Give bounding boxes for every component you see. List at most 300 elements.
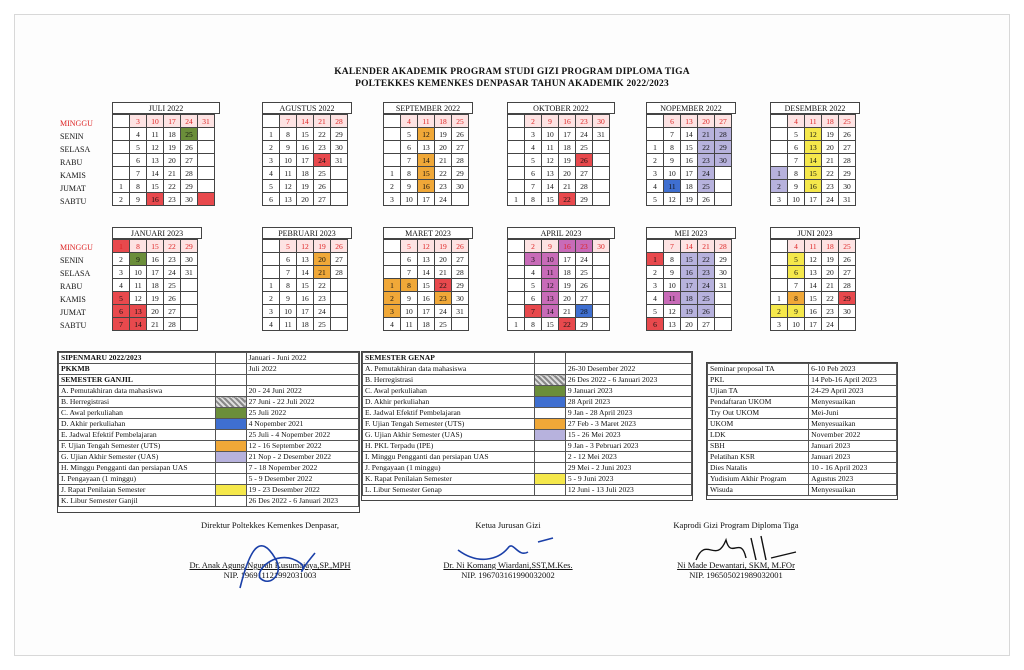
day-cell: 10 [664,167,681,180]
day-cell: 1 [508,318,525,331]
day-cell [508,154,525,167]
day-cell: 25 [698,292,715,305]
day-cell: 22 [698,141,715,154]
day-cell: 30 [715,266,732,279]
day-cell: 21 [435,266,452,279]
table-row [59,408,359,419]
legend-swatch [534,375,565,386]
day-cell: 9 [401,180,418,193]
row-value: 26 Des 2022 - 6 Januari 2023 [246,496,358,507]
row-value: 27 Juni - 22 Juli 2022 [246,397,358,408]
month-name: OKTOBER 2022 [507,102,615,114]
day-cell: 30 [452,180,469,193]
day-cell: 28 [839,279,856,292]
day-cell: 29 [181,180,198,193]
day-cell: 19 [559,279,576,292]
table-row [363,353,692,364]
legend-swatch [215,375,246,386]
day-cell: 4 [647,180,664,193]
day-cell [508,305,525,318]
row-value: 26 Des 2022 - 6 Januari 2023 [565,375,691,386]
row-value: Januari 2023 [809,441,897,452]
row-value: Menyesuaikan [809,397,897,408]
day-cell: 1 [384,279,401,292]
legend-swatch [534,419,565,430]
row-value: 5 - 9 Desember 2022 [246,474,358,485]
day-label: SABTU [60,197,87,206]
day-cell: 25 [181,128,198,141]
day-cell: 3 [525,128,542,141]
day-cell [647,115,664,128]
row-value: 19 - 23 Desember 2022 [246,485,358,496]
row-value: 9 Jan - 3 Pebruari 2023 [565,441,691,452]
day-cell: 22 [435,167,452,180]
day-cell: 9 [280,141,297,154]
table-row [59,430,359,441]
day-cell: 7 [525,180,542,193]
day-cell: 18 [297,167,314,180]
day-cell [384,128,401,141]
row-label: B. Herregistrasi [59,397,216,408]
day-cell: 26 [164,292,181,305]
day-cell [593,180,610,193]
table-row [708,408,897,419]
day-cell: 27 [839,141,856,154]
day-cell: 8 [788,292,805,305]
day-cell: 12 [805,253,822,266]
day-cell [181,279,198,292]
day-cell: 22 [822,292,839,305]
day-cell: 9 [542,240,559,253]
signature-name: Dr. Ni Komang Wiardani,SST,M.Kes. [443,560,573,570]
table-row [363,375,692,386]
day-cell: 23 [822,180,839,193]
day-cell: 4 [788,115,805,128]
day-cell: 30 [181,253,198,266]
day-cell: 25 [164,279,181,292]
day-cell: 20 [164,154,181,167]
day-cell [508,240,525,253]
month-calendar [383,227,473,331]
day-cell [181,305,198,318]
day-cell [331,305,348,318]
day-cell: 2 [113,193,130,206]
day-label: RABU [60,282,83,291]
day-cell: 12 [418,128,435,141]
row-value: 5 - 9 Juni 2023 [565,474,691,485]
day-cell: 7 [788,279,805,292]
signature-image [408,530,608,560]
day-cell: 21 [559,305,576,318]
month-calendar [262,102,352,206]
day-cell: 18 [681,292,698,305]
row-label: K. Libur Semester Ganjil [59,496,216,507]
day-cell [771,266,788,279]
month-name: PEBRUARI 2023 [262,227,352,239]
row-label: I. Minggu Pengganti dan persiapan UAS [363,452,535,463]
table-row [59,474,359,485]
day-cell [771,240,788,253]
day-cell: 25 [576,266,593,279]
table-row [363,452,692,463]
day-cell: 19 [435,128,452,141]
row-value: Januari - Juni 2022 [246,353,358,364]
day-cell: 21 [822,154,839,167]
row-label: PKL [708,375,809,386]
day-cell: 4 [130,128,147,141]
signature-scribble [686,530,806,570]
day-cell: 6 [280,253,297,266]
day-cell: 20 [297,193,314,206]
day-cell: 19 [314,240,331,253]
row-value: 24-29 April 2023 [809,386,897,397]
row-label: L. Libur Semester Genap [363,485,535,496]
day-cell: 11 [130,279,147,292]
day-cell: 30 [839,180,856,193]
row-value: 12 Juni - 13 Juli 2023 [565,485,691,496]
semester-ganjil-box [57,351,360,513]
day-cell: 8 [664,141,681,154]
day-cell: 26 [452,128,469,141]
day-cell: 29 [576,193,593,206]
day-cell: 2 [263,292,280,305]
day-cell: 28 [331,115,348,128]
day-cell: 8 [280,279,297,292]
day-cell [384,253,401,266]
row-label: H. Minggu Pengganti dan persiapan UAS [59,463,216,474]
day-cell: 28 [181,167,198,180]
day-cell: 10 [542,128,559,141]
day-cell: 28 [839,154,856,167]
row-label: C. Awal perkuliahan [59,408,216,419]
day-cell: 6 [401,141,418,154]
day-cell: 3 [647,167,664,180]
table-row [59,375,359,386]
title-line-1: KALENDER AKADEMIK PROGRAM STUDI GIZI PROGRAM DIPLOMA TIGA [334,67,690,77]
day-cell: 4 [263,167,280,180]
day-cell: 16 [559,240,576,253]
row-value: 6-10 Peb 2023 [809,364,897,375]
month-days-table [262,114,348,206]
day-cell: 9 [788,180,805,193]
day-cell [384,240,401,253]
day-cell: 30 [593,240,610,253]
day-cell: 2 [384,180,401,193]
day-cell: 31 [715,279,732,292]
semester-ganjil-table [58,352,359,507]
day-cell: 15 [805,167,822,180]
day-cell: 22 [435,279,452,292]
day-cell: 4 [263,318,280,331]
row-label: E. Jadwal Efektif Pembelajaran [363,408,535,419]
day-cell [508,253,525,266]
day-cell: 29 [839,167,856,180]
day-cell: 12 [418,240,435,253]
month-name: APRIL 2023 [507,227,615,239]
table-row [59,386,359,397]
day-cell: 28 [576,180,593,193]
day-label: JUMAT [60,184,86,193]
day-cell: 29 [452,167,469,180]
legend-swatch [215,408,246,419]
row-label: SEMESTER GANJIL [59,375,216,386]
table-row [708,485,897,496]
day-cell: 24 [181,115,198,128]
legend-swatch [534,452,565,463]
day-cell: 23 [164,193,181,206]
day-cell: 1 [771,167,788,180]
row-label: K. Rapat Penilaian Semester [363,474,535,485]
day-label: SENIN [60,132,84,141]
day-cell: 2 [113,253,130,266]
day-cell: 21 [698,128,715,141]
day-cell: 9 [130,253,147,266]
day-cell: 10 [280,154,297,167]
day-cell: 26 [698,193,715,206]
day-cell: 29 [715,141,732,154]
day-cell: 7 [525,305,542,318]
semester-genap-box [361,351,693,501]
signature-nip: NIP. 196911121992031003 [223,570,317,580]
row-label: G. Ujian Akhir Semester (UAS) [363,430,535,441]
day-cell: 11 [280,167,297,180]
day-label: RABU [60,158,83,167]
day-label: SABTU [60,321,87,330]
day-cell [593,292,610,305]
day-cell: 16 [297,141,314,154]
row-label: Dies Natalis [708,463,809,474]
day-cell: 17 [805,318,822,331]
day-cell: 19 [559,154,576,167]
day-cell: 19 [164,141,181,154]
day-cell: 31 [331,154,348,167]
day-cell: 16 [805,305,822,318]
day-cell: 29 [715,253,732,266]
day-cell: 15 [297,279,314,292]
row-value: 14 Peb-16 April 2023 [809,375,897,386]
day-cell: 7 [788,154,805,167]
day-cell: 25 [698,180,715,193]
month-days-table [112,114,215,206]
day-cell: 28 [576,305,593,318]
day-cell: 13 [418,141,435,154]
day-cell [331,292,348,305]
day-cell: 11 [280,318,297,331]
month-calendar [507,227,615,331]
month-calendar [507,102,615,206]
day-cell: 24 [435,305,452,318]
day-cell [113,128,130,141]
day-cell: 24 [314,154,331,167]
table-row [59,463,359,474]
day-cell: 24 [698,279,715,292]
legend-swatch [534,353,565,364]
signature-scribble [220,528,340,598]
day-cell: 28 [715,128,732,141]
day-cell [384,141,401,154]
day-cell: 2 [647,154,664,167]
table-row [59,364,359,375]
day-cell: 8 [525,318,542,331]
day-cell: 6 [130,154,147,167]
day-cell: 4 [401,115,418,128]
month-calendar [646,227,736,331]
day-cell [715,292,732,305]
legend-swatch [215,430,246,441]
row-value: 7 - 18 Nopember 2022 [246,463,358,474]
day-cell: 24 [822,318,839,331]
day-cell: 11 [805,115,822,128]
signature-nip: NIP. 196505021989032001 [689,570,783,580]
day-label: SENIN [60,256,84,265]
month-days-table [770,239,856,331]
day-cell: 7 [280,115,297,128]
row-label: G. Ujian Akhir Semester (UAS) [59,452,216,463]
day-cell [198,180,215,193]
day-cell [508,141,525,154]
day-cell: 20 [435,141,452,154]
day-cell: 23 [435,292,452,305]
day-cell: 3 [771,318,788,331]
day-cell [263,115,280,128]
day-cell: 15 [542,318,559,331]
row-value: 12 - 16 September 2022 [246,441,358,452]
month-days-table [383,239,469,331]
day-cell: 8 [664,253,681,266]
legend-swatch [534,441,565,452]
day-cell: 5 [647,193,664,206]
signature-nip: NIP. 196703161990032002 [461,570,555,580]
signature-name: Ni Made Dewantari, SKM, M.FOr [677,560,795,570]
day-cell: 12 [297,240,314,253]
day-cell: 23 [314,292,331,305]
day-cell: 27 [164,305,181,318]
day-cell: 10 [542,253,559,266]
day-cell: 5 [401,128,418,141]
day-cell: 20 [559,292,576,305]
table-row [363,485,692,496]
row-value: Menyesuaikan [809,485,897,496]
day-cell [593,193,610,206]
day-cell: 25 [314,167,331,180]
month-days-table [383,114,469,206]
signature-title: Direktur Poltekkes Kemenkes Denpasar, [201,520,339,530]
day-cell [508,180,525,193]
row-value: 25 Juli - 4 Nopember 2022 [246,430,358,441]
day-label: JUMAT [60,308,86,317]
legend-swatch [215,419,246,430]
month-name: AGUSTUS 2022 [262,102,352,114]
row-value: 27 Feb - 3 Maret 2023 [565,419,691,430]
day-cell: 25 [314,318,331,331]
signature-head [408,520,608,580]
day-cell: 31 [452,305,469,318]
day-cell [263,266,280,279]
day-cell: 4 [384,318,401,331]
day-cell: 6 [401,253,418,266]
day-cell [113,167,130,180]
day-label: KAMIS [60,171,86,180]
month-calendar [112,227,202,331]
signature-director [150,520,390,580]
day-cell: 20 [822,141,839,154]
day-cell: 7 [113,318,130,331]
day-cell: 9 [280,292,297,305]
day-cell: 1 [771,292,788,305]
legend-swatch [215,485,246,496]
day-labels-top [60,117,93,208]
day-cell: 18 [164,128,181,141]
signature-name: Dr. Anak Agung Ngurah Kusumajaya,SP.,MPH [189,560,351,570]
day-cell [771,154,788,167]
day-cell: 19 [822,253,839,266]
day-label: SELASA [60,269,91,278]
row-label: F. Ujian Tengah Semester (UTS) [363,419,535,430]
day-cell: 13 [681,115,698,128]
day-cell: 3 [263,154,280,167]
row-value: Menyesuaikan [809,419,897,430]
day-cell: 13 [805,266,822,279]
day-cell: 13 [542,167,559,180]
legend-swatch [534,485,565,496]
day-cell: 15 [681,253,698,266]
day-cell: 6 [263,193,280,206]
day-cell: 26 [576,279,593,292]
row-label: F. Ujian Tengah Semester (UTS) [59,441,216,452]
day-cell: 28 [164,318,181,331]
day-cell: 6 [113,305,130,318]
day-cell: 17 [681,167,698,180]
day-cell [113,154,130,167]
row-label: A. Pemutakhiran data mahasiswa [363,364,535,375]
day-cell: 20 [559,167,576,180]
row-label: J. Rapat Penilaian Semester [59,485,216,496]
day-cell: 13 [147,154,164,167]
row-value: 4 Nopember 2021 [246,419,358,430]
day-cell: 11 [542,266,559,279]
day-cell: 17 [418,193,435,206]
day-cell: 14 [805,154,822,167]
day-cell [593,167,610,180]
title-line-2: POLTEKKES KEMENKES DENPASAR TAHUN AKADEMIK 2022/2023 [355,79,669,89]
day-cell: 24 [698,167,715,180]
day-cell [771,253,788,266]
day-cell: 25 [839,240,856,253]
row-label: J. Pengayaan (1 minggu) [363,463,535,474]
table-row [59,419,359,430]
day-cell: 6 [525,167,542,180]
day-cell: 16 [147,253,164,266]
table-row [708,452,897,463]
day-cell: 12 [130,292,147,305]
row-label: SIPENMARU 2022/2023 [59,353,216,364]
day-cell: 27 [331,253,348,266]
day-cell: 2 [647,266,664,279]
day-cell: 1 [263,279,280,292]
day-cell: 20 [681,318,698,331]
day-cell [198,193,215,206]
table-row [363,386,692,397]
day-cell: 23 [698,266,715,279]
day-cell: 29 [839,292,856,305]
month-days-table [262,239,348,331]
day-cell: 17 [681,279,698,292]
day-cell [113,115,130,128]
day-cell: 9 [788,305,805,318]
table-row [708,463,897,474]
day-cell: 12 [147,141,164,154]
table-row [363,430,692,441]
